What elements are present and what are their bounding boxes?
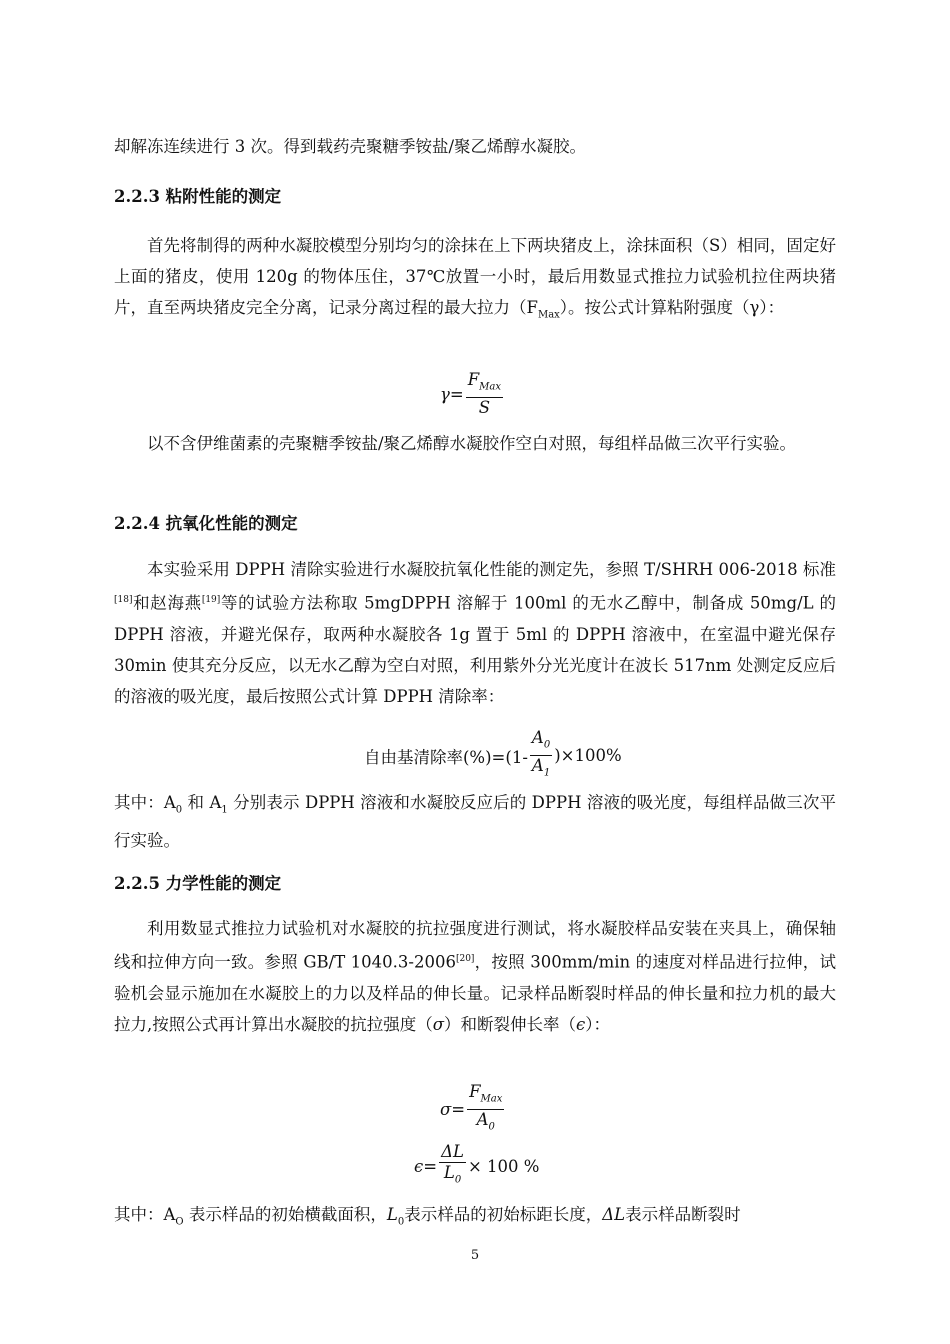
- section-heading-2-2-5: 2.2.5 力学性能的测定: [114, 874, 282, 893]
- equation-symbol: σ: [440, 1100, 452, 1120]
- equation-elongation: [414, 1142, 539, 1190]
- paragraph-tensile-where: 其中：$A_O$ 表示样品的初始横截面积，$L_0$表示样品的初始标距长度，ΔL表示样品断裂时: [114, 1205, 741, 1228]
- equation-operator: =: [449, 384, 464, 404]
- paragraph-text: 本实验采用 DPPH 清除实验进行水凝胶抗氧化性能的测定先，参照 T/SHRH 006-2018 标准: [147, 560, 836, 579]
- paragraph-tensile-method: 利用数显式推拉力试验机对水凝胶的抗拉强度进行测试，将水凝胶样品安装在夹具上，确保轴线和拉伸方向一致。参照 GB/T 1040.3-2006[20]，按照 300mm/min 的速度对样品进行拉伸，试验机会显示施加在水凝胶上的力以及样品的伸长量。记录样品断裂时样品的伸长量和拉力机的最大拉力,按照公式再计算出水凝胶的抗拉强度（σ）和断裂伸长率（ϵ）：: [114, 919, 836, 1034]
- paragraph-text: 首先将制得的两种水凝胶模型分别均匀的涂抹在上下两块猪皮上，涂抹面积（S）相同，固定好上面的猪皮，使用 120g 的物体压住，37℃放置一小时，最后用数显式推拉力试验机拉住两块猪片，直至两块猪皮完全分离，记录分离过程的最大拉力（F: [114, 236, 836, 317]
- fraction-numerator: $A_0$: [530, 728, 552, 756]
- paragraph-text: 等的试验方法称取 5mgDPPH 溶解于 100ml 的无水乙醇中，制备成 50mg/L 的 DPPH 溶液，并避光保存，取两种水凝胶各 1g 置于 5ml 的 DPPH 溶液中，在室温中避光保存 30min 使其充分反应，以无水乙醇为空白对照，利用紫外分光光度计在波长 517nm 处测定反应后的溶液的吸光度，最后按照公式计算 DPPH 清除率：: [114, 593, 837, 706]
- citation-ref: [18]: [114, 595, 133, 605]
- equation-symbol: ϵ: [414, 1156, 424, 1176]
- equation-text: )×100%: [554, 746, 622, 766]
- section-heading-2-2-4: 2.2.4 抗氧化性能的测定: [114, 514, 298, 533]
- paragraph-adhesion-method: [114, 230, 836, 330]
- paragraph-continuation: [114, 131, 836, 162]
- equation-adhesion-strength: [440, 370, 505, 418]
- equation-fraction: [467, 1082, 504, 1138]
- fraction-denominator: $L_0$: [443, 1163, 462, 1186]
- fraction-denominator: $A_0$: [476, 1110, 495, 1133]
- paragraph-text: ）。按公式计算粘附强度（γ）：: [559, 298, 785, 317]
- citation-ref: [19]: [201, 595, 221, 605]
- citation-ref: [20]: [455, 954, 475, 964]
- equation-fraction: [466, 370, 503, 418]
- equation-text: × 100 %: [467, 1156, 540, 1176]
- fraction-numerator: ΔL: [441, 1142, 464, 1161]
- paragraph-text: 和赵海燕: [132, 593, 202, 613]
- equation-scavenging-rate: [364, 728, 622, 784]
- equation-operator: =: [451, 1100, 466, 1120]
- equation-tensile-strength: [440, 1082, 506, 1138]
- page-number: 5: [470, 1248, 480, 1263]
- section-heading-2-2-3: 2.2.3 粘附性能的测定: [114, 187, 282, 206]
- equation-fraction: [439, 1142, 466, 1190]
- fraction-numerator: $F_{Max}$: [467, 1082, 504, 1110]
- equation-operator: =: [423, 1156, 438, 1176]
- equation-fraction: [530, 728, 552, 784]
- fraction-denominator: $A_1$: [531, 756, 551, 779]
- fraction-denominator: S: [478, 398, 490, 418]
- fraction-numerator: $F_{Max}$: [466, 370, 503, 398]
- paragraph-dpph-method: [114, 554, 836, 712]
- paragraph-text: 以不含伊维菌素的壳聚糖季铵盐/聚乙烯醇水凝胶作空白对照，每组样品做三次平行实验。: [147, 434, 797, 453]
- equation-text: 自由基清除率(%)=(1-: [364, 747, 528, 767]
- subscript: Max: [537, 309, 560, 321]
- paragraph-text: 却解冻连续进行 3 次。得到载药壳聚糖季铵盐/聚乙烯醇水凝胶。: [114, 137, 587, 156]
- equation-symbol: γ: [440, 384, 450, 404]
- paragraph-control: [114, 428, 836, 459]
- paragraph-dpph-where: 其中：$A_0$ 和 $A_1$ 分别表示 DPPH 溶液和水凝胶反应后的 DPPH 溶液的吸光度，每组样品做三次平行实验。: [114, 793, 836, 851]
